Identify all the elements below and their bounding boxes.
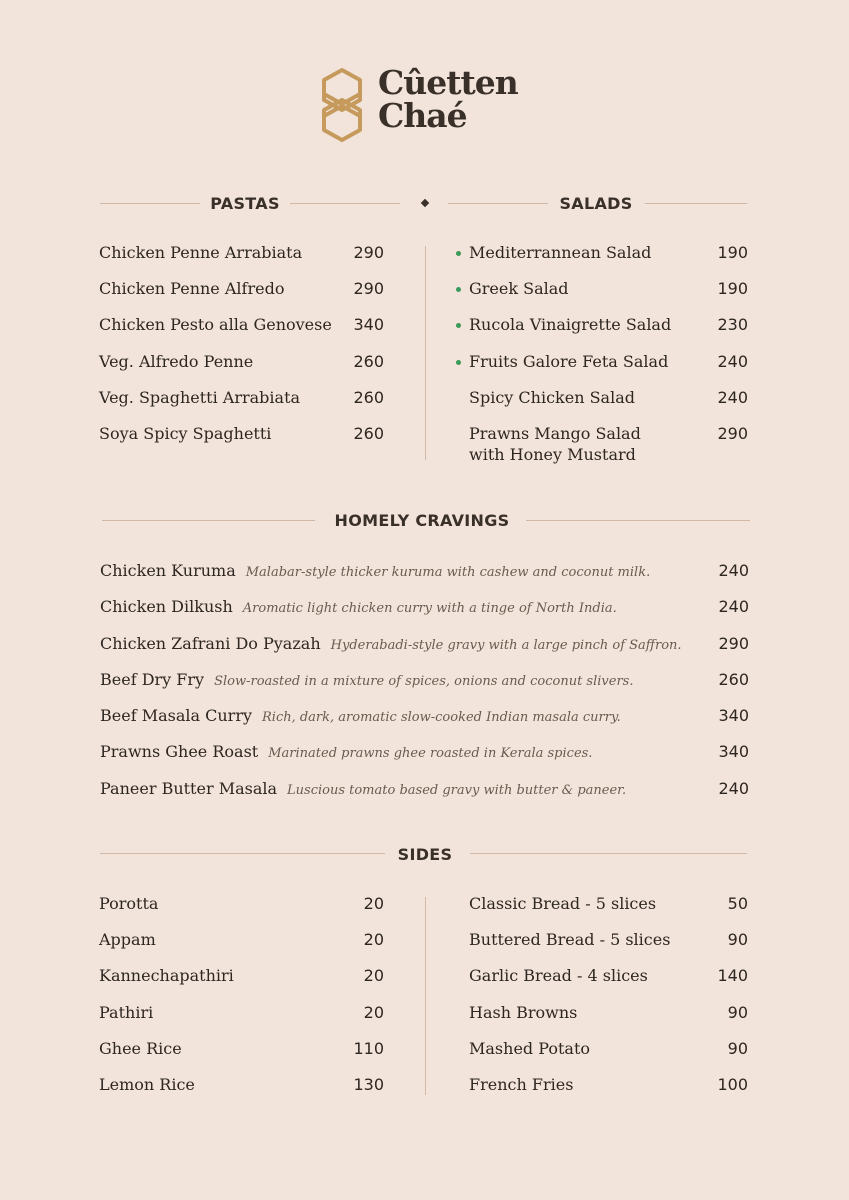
menu-item-price: 290 [717,424,748,443]
menu-item-row [100,561,650,583]
section-title-salads: SALADS [559,194,633,213]
menu-item-price: 100 [717,1075,748,1094]
veg-dot-icon [456,287,461,292]
menu-item-name: Chicken Penne Arrabiata [99,243,303,262]
menu-item-name: Buttered Bread - 5 slices [469,930,671,949]
brand-name-line2: Chaé [378,96,467,135]
menu-item-name: Prawns Ghee Roast [100,742,259,761]
menu-item-name: Beef Dry Fry [100,670,205,689]
menu-item-name: Veg. Spaghetti Arrabiata [99,388,301,407]
menu-item-name: Chicken Zafrani Do Pyazah [100,634,321,653]
divider-line [470,853,747,854]
menu-item-price: 240 [717,352,748,371]
divider-line [100,203,200,204]
menu-item-price: 260 [353,424,384,443]
menu-item-name: Fruits Galore Feta Salad [469,352,669,371]
menu-item-name: Soya Spicy Spaghetti [99,424,272,443]
section-title-pastas: PASTAS [210,194,280,213]
menu-item-name: Garlic Bread - 4 slices [469,966,648,985]
menu-item-row [100,779,626,801]
divider-line [102,520,315,521]
divider-line [526,520,750,521]
menu-item-description: Slow-roasted in a mixture of spices, onions and coconut slivers. [214,674,634,689]
menu-item-name: Pathiri [99,1003,154,1022]
menu-item-name: Veg. Alfredo Penne [99,352,254,371]
menu-item-name: Spicy Chicken Salad [469,388,635,407]
menu-item-price: 290 [718,634,749,653]
menu-item-price: 240 [718,597,749,616]
menu-item-name: Hash Browns [469,1003,578,1022]
menu-item-description: Malabar-style thicker kuruma with cashew and coconut milk. [245,565,651,580]
menu-item-description: Hyderabadi-style gravy with a large pinch of Saffron. [330,638,682,653]
column-divider [425,897,426,1095]
menu-item-row [100,742,592,764]
menu-item-price: 90 [727,1003,748,1022]
menu-item-price: 20 [363,966,384,985]
menu-item-name: Chicken Dilkush [100,597,233,616]
menu-item-price: 110 [353,1039,384,1058]
menu-item-name: Rucola Vinaigrette Salad [469,315,672,334]
menu-item-description: Rich, dark, aromatic slow-cooked Indian masala curry. [262,710,621,725]
menu-item-price: 340 [718,706,749,725]
veg-dot-icon [456,360,461,365]
menu-item-row [100,670,633,692]
divider-line [100,853,385,854]
menu-item-name: Ghee Rice [99,1039,182,1058]
menu-item-name: Paneer Butter Masala [100,779,278,798]
menu-item-price: 90 [727,930,748,949]
menu-item-name: Chicken Pesto alla Genovese [99,315,332,334]
menu-item-name: Appam [99,930,156,949]
menu-item-name: Beef Masala Curry [100,706,252,725]
brand-name-line1: Cûetten [378,63,518,102]
menu-item-price: 240 [718,561,749,580]
menu-item-price: 290 [353,279,384,298]
menu-item-name: Porotta [99,894,159,913]
veg-dot-icon [456,323,461,328]
menu-item-name: Chicken Kuruma [100,561,236,580]
divider-line [645,203,747,204]
menu-item-price: 20 [363,930,384,949]
menu-item-row [100,706,621,728]
menu-item-price: 260 [718,670,749,689]
brand-name [378,63,518,135]
menu-item-name: Lemon Rice [99,1075,195,1094]
menu-item-price: 240 [718,779,749,798]
menu-item-price: 340 [353,315,384,334]
column-divider [425,246,426,460]
menu-item-price: 50 [727,894,748,913]
menu-item-price: 20 [363,894,384,913]
menu-item-name: Mashed Potato [469,1039,591,1058]
menu-item-name: French Fries [469,1075,574,1094]
diamond-separator-icon [421,199,429,207]
menu-item-name: Prawns Mango Salad [469,424,641,443]
veg-dot-icon [456,251,461,256]
menu-item-description: Aromatic light chicken curry with a tinge of North India. [242,601,617,616]
menu-item-price: 290 [353,243,384,262]
menu-item-description: Marinated prawns ghee roasted in Kerala spices. [268,746,593,761]
menu-item-price: 240 [717,388,748,407]
menu-item-row [100,597,617,619]
menu-item-price: 260 [353,352,384,371]
brand-logo [320,63,540,146]
menu-item-price: 190 [717,243,748,262]
menu-item-description: Luscious tomato based gravy with butter & paneer. [287,783,627,798]
menu-item-name: Greek Salad [469,279,569,298]
menu-item-price: 20 [363,1003,384,1022]
menu-item-row [100,634,682,656]
section-title-homely-cravings: HOMELY CRAVINGS [334,511,510,530]
menu-item-price: 190 [717,279,748,298]
menu-item-name: Mediterrannean Salad [469,243,652,262]
menu-item-name: Kannechapathiri [99,966,234,985]
menu-item-price: 90 [727,1039,748,1058]
menu-item-price: 130 [353,1075,384,1094]
menu-item-price: 140 [717,966,748,985]
menu-item-price: 260 [353,388,384,407]
menu-item-price: 340 [718,742,749,761]
section-title-sides: SIDES [397,845,453,864]
divider-line [290,203,400,204]
divider-line [448,203,548,204]
menu-item-name: Chicken Penne Alfredo [99,279,285,298]
menu-item-price: 230 [717,315,748,334]
menu-item-name: Classic Bread - 5 slices [469,894,657,913]
menu-item-name-line2: with Honey Mustard [469,445,636,464]
hexagon-logo-icon [320,66,364,144]
